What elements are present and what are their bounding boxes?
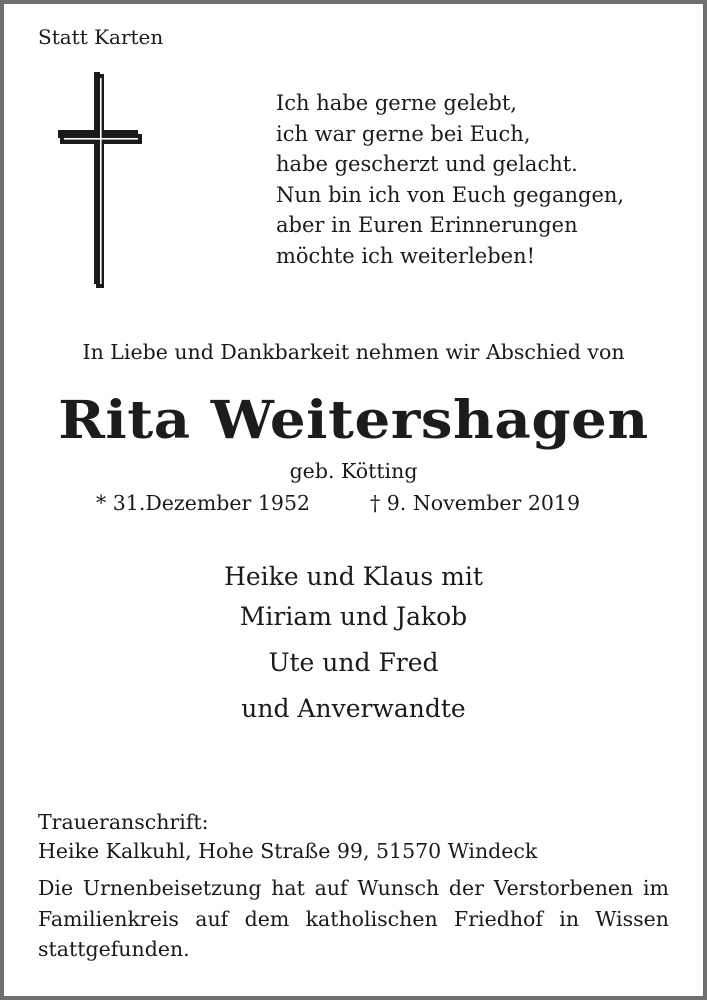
header-label: Statt Karten: [38, 25, 164, 49]
poem-line: möchte ich weiterleben!: [276, 243, 536, 268]
address-label: Traueranschrift:: [38, 810, 209, 834]
mourner-line: Heike und Klaus mit: [224, 562, 483, 591]
cross-icon: [58, 72, 142, 288]
deceased-name: Rita Weitershagen: [58, 390, 649, 451]
maiden-name: geb. Kötting: [289, 459, 418, 483]
poem-line: habe gescherzt und gelacht.: [276, 152, 578, 176]
birth-date: * 31.Dezember 1952: [96, 491, 311, 515]
poem-line: ich war gerne bei Euch,: [276, 121, 531, 146]
intro-text: In Liebe und Dankbarkeit nehmen wir Abschied von: [82, 340, 625, 364]
death-date: † 9. November 2019: [370, 491, 581, 515]
poem-line: aber in Euren Erinnerungen: [276, 213, 578, 237]
life-dates: [0, 487, 707, 519]
mourner-line: Ute und Fred: [268, 648, 439, 677]
mourners-list: [0, 559, 707, 731]
poem: [276, 88, 624, 271]
poem-line: Nun bin ich von Euch gegangen,: [276, 182, 625, 207]
burial-notice: Die Urnenbeisetzung hat auf Wunsch der Verstorbenen im Familienkreis auf dem katholischen Friedhof in Wissen stattgefunden.: [38, 876, 669, 961]
mourner-line: Miriam und Jakob: [239, 602, 468, 631]
poem-line: Ich habe gerne gelebt,: [276, 91, 517, 115]
mourner-line: und Anverwandte: [241, 694, 466, 723]
address-line: Heike Kalkuhl, Hohe Straße 99, 51570 Windeck: [38, 839, 538, 863]
